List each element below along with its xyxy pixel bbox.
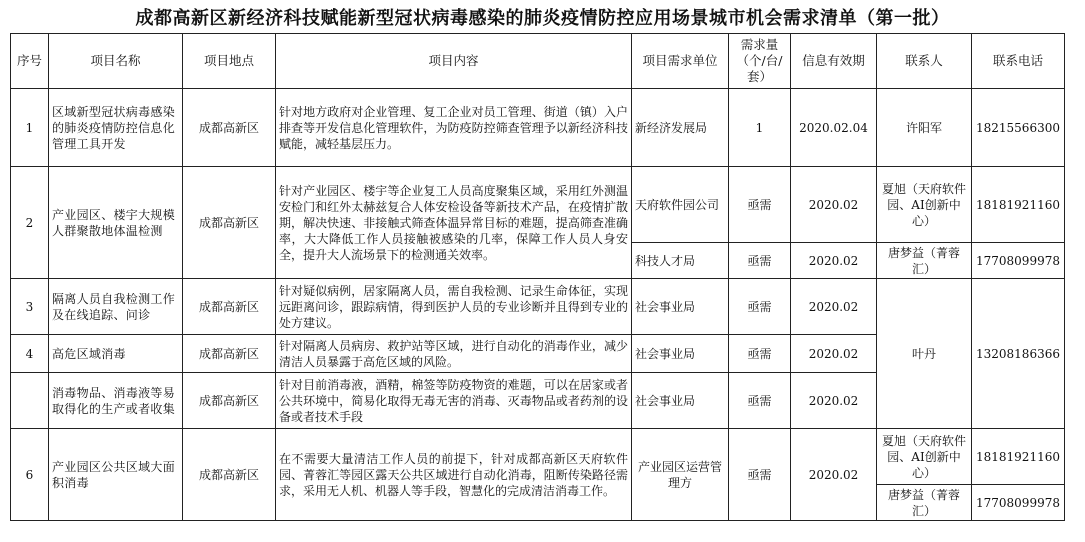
header-qty: 需求量（个/台/套） — [729, 34, 791, 89]
cell-valid: 2020.02.04 — [791, 89, 877, 167]
cell-content: 针对目前消毒液，酒精，棉签等防疫物资的难题，可以在居家或者公共环境中，简易化取得无毒无害的消毒、灭毒物品或者药剂的设备或者技术手段 — [276, 373, 632, 429]
cell-location: 成都高新区 — [183, 167, 276, 279]
cell-phone: 18181921160 — [972, 167, 1065, 243]
cell-seq: 2 — [11, 167, 49, 279]
cell-name: 产业园区公共区域大面积消毒 — [49, 429, 183, 521]
cell-unit: 社会事业局 — [632, 335, 729, 373]
header-row — [11, 34, 1065, 89]
cell-seq: 1 — [11, 89, 49, 167]
cell-valid: 2020.02 — [791, 373, 877, 429]
cell-valid: 2020.02 — [791, 243, 877, 279]
table-row — [11, 167, 1065, 243]
cell-unit: 社会事业局 — [632, 279, 729, 335]
cell-qty: 亟需 — [729, 279, 791, 335]
cell-seq: 3 — [11, 279, 49, 335]
cell-seq: 6 — [11, 429, 49, 521]
cell-qty: 亟需 — [729, 373, 791, 429]
cell-content: 在不需要大量清洁工作人员的前提下，针对成都高新区天府软件园、菁蓉汇等园区露天公共区域进行自动化消毒，阻断传染路径需求，采用无人机、机器人等手段，智慧化的完成清洁消毒工作。 — [276, 429, 632, 521]
cell-name: 区域新型冠状病毒感染的肺炎疫情防控信息化管理工具开发 — [49, 89, 183, 167]
cell-qty: 亟需 — [729, 167, 791, 243]
cell-contact: 夏旭（天府软件园、AI创新中心） — [877, 429, 972, 485]
cell-contact: 叶丹 — [877, 279, 972, 429]
cell-name: 高危区域消毒 — [49, 335, 183, 373]
cell-valid: 2020.02 — [791, 279, 877, 335]
cell-location: 成都高新区 — [183, 335, 276, 373]
cell-name: 产业园区、楼宇大规模人群聚散地体温检测 — [49, 167, 183, 279]
table-row — [11, 279, 1065, 335]
cell-unit: 新经济发展局 — [632, 89, 729, 167]
cell-unit: 天府软件园公司 — [632, 167, 729, 243]
cell-phone: 17708099978 — [972, 243, 1065, 279]
cell-content: 针对产业园区、楼宇等企业复工人员高度聚集区域，采用红外测温安检门和红外太赫兹复合人体安检设备等新技术产品，在疫情扩散期，解决快速、非接触式筛查体温异常目标的难题，提高筛查准确率，大大降低工作人员接触被感染的几率，保障工作人员人身安全，提升大人流场景下的检测通关效率。 — [276, 167, 632, 279]
cell-unit: 社会事业局 — [632, 373, 729, 429]
cell-phone: 18215566300 — [972, 89, 1065, 167]
header-contact: 联系人 — [877, 34, 972, 89]
cell-location: 成都高新区 — [183, 89, 276, 167]
cell-seq: 4 — [11, 335, 49, 373]
cell-location: 成都高新区 — [183, 279, 276, 335]
header-valid: 信息有效期 — [791, 34, 877, 89]
cell-qty: 1 — [729, 89, 791, 167]
cell-unit: 产业园区运营管理方 — [632, 429, 729, 521]
cell-phone: 13208186366 — [972, 279, 1065, 429]
cell-contact: 夏旭（天府软件园、AI创新中心） — [877, 167, 972, 243]
cell-location: 成都高新区 — [183, 373, 276, 429]
cell-valid: 2020.02 — [791, 167, 877, 243]
cell-content: 针对疑似病例，居家隔离人员，需自我检测、记录生命体征，实现远距离问诊，跟踪病情，得到医护人员的专业诊断并且得到专业的处方建议。 — [276, 279, 632, 335]
cell-contact: 许阳军 — [877, 89, 972, 167]
cell-content: 针对隔离人员病房、救护站等区域，进行自动化的消毒作业，减少清洁人员暴露于高危区域的风险。 — [276, 335, 632, 373]
header-name: 项目名称 — [49, 34, 183, 89]
header-phone: 联系电话 — [972, 34, 1065, 89]
cell-seq — [11, 373, 49, 429]
cell-content: 针对地方政府对企业管理、复工企业对员工管理、街道（镇）入户排查等开发信息化管理软件，为防疫防控筛查管理予以新经济科技赋能，减轻基层压力。 — [276, 89, 632, 167]
cell-unit: 科技人才局 — [632, 243, 729, 279]
cell-qty: 亟需 — [729, 335, 791, 373]
cell-contact: 唐梦益（菁蓉汇） — [877, 243, 972, 279]
header-seq: 序号 — [11, 34, 49, 89]
demand-table — [10, 33, 1065, 521]
table-row — [11, 429, 1065, 485]
cell-location: 成都高新区 — [183, 429, 276, 521]
cell-phone: 18181921160 — [972, 429, 1065, 485]
page-title: 成都高新区新经济科技赋能新型冠状病毒感染的肺炎疫情防控应用场景城市机会需求清单（第一批） — [135, 8, 950, 29]
cell-phone: 17708099978 — [972, 485, 1065, 521]
cell-qty: 亟需 — [729, 429, 791, 521]
cell-contact: 唐梦益（菁蓉汇） — [877, 485, 972, 521]
cell-name: 消毒物品、消毒液等易取得化的生产或者收集 — [49, 373, 183, 429]
header-unit: 项目需求单位 — [632, 34, 729, 89]
header-location: 项目地点 — [183, 34, 276, 89]
cell-valid: 2020.02 — [791, 335, 877, 373]
header-content: 项目内容 — [276, 34, 632, 89]
cell-qty: 亟需 — [729, 243, 791, 279]
cell-name: 隔离人员自我检测工作及在线追踪、问诊 — [49, 279, 183, 335]
cell-valid: 2020.02 — [791, 429, 877, 521]
table-row — [11, 89, 1065, 167]
